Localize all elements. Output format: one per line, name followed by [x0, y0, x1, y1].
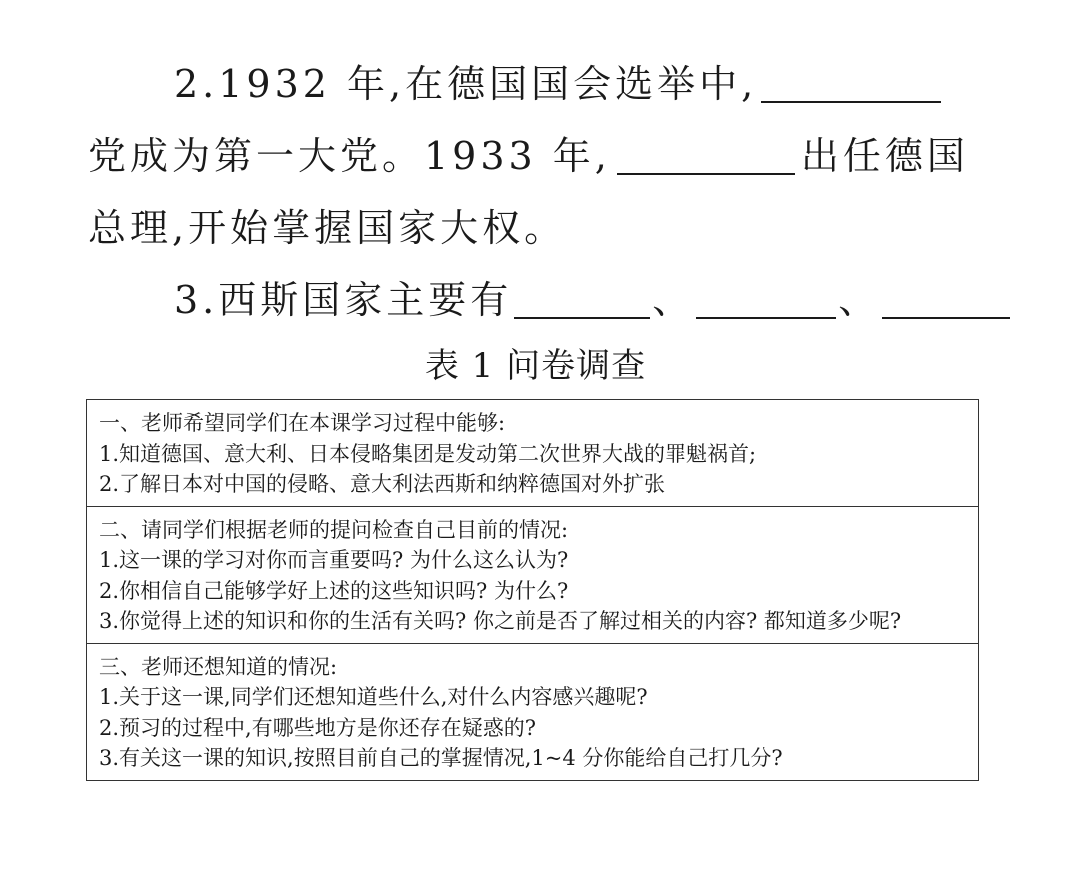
question-2-part-1: 2.1932 年,在德国国会选举中, [174, 62, 758, 106]
question-3-separator-1: 、 [652, 278, 695, 322]
section-3-item-1: 1.关于这一课,同学们还想知道些什么,对什么内容感兴趣呢? [99, 685, 648, 709]
section-3-item-3: 3.有关这一课的知识,按照目前自己的掌握情况,1~4 分你能给自己打几分? [99, 746, 783, 770]
table-caption: 表 1 问卷调查 [424, 346, 647, 386]
survey-section-3 [87, 644, 978, 780]
question-3 [88, 264, 983, 336]
section-2-item-1: 1.这一课的学习对你而言重要吗? 为什么这么认为? [99, 548, 569, 572]
question-2 [88, 48, 983, 264]
survey-section-1 [87, 400, 978, 507]
question-2-part-2: 党成为第一大党。1933 年, [88, 134, 611, 178]
question-3-separator-2: 、 [838, 278, 881, 322]
section-2-heading: 二、请同学们根据老师的提问检查自己目前的情况: [99, 517, 569, 542]
section-2-item-2: 2.你相信自己能够学好上述的这些知识吗? 为什么? [99, 578, 569, 603]
section-1-item-1: 1.知道德国、意大利、日本侵略集团是发动第二次世界大战的罪魁祸首; [99, 441, 757, 466]
answer-blank-fascist-1[interactable] [514, 287, 650, 319]
section-3-heading: 三、老师还想知道的情况: [99, 654, 338, 679]
answer-blank-fascist-2[interactable] [696, 287, 836, 319]
answer-blank-fascist-3[interactable] [882, 287, 1010, 319]
answer-blank-party[interactable] [761, 71, 941, 103]
survey-section-2 [87, 507, 978, 644]
section-3-item-2: 2.预习的过程中,有哪些地方是你还存在疑惑的? [99, 715, 536, 740]
section-2-item-3: 3.你觉得上述的知识和你的生活有关吗? 你之前是否了解过相关的内容? 都知道多少呢? [99, 609, 902, 633]
question-2-part-3: 出任德国总理,开始掌握国家大权。 [88, 134, 969, 250]
section-1-heading: 一、老师希望同学们在本课学习过程中能够: [99, 411, 506, 435]
answer-blank-chancellor[interactable] [617, 143, 795, 175]
survey-table [86, 399, 979, 781]
question-3-prefix: 3.西斯国家主要有 [174, 278, 513, 322]
section-1-item-2: 2.了解日本对中国的侵略、意大利法西斯和纳粹德国对外扩张 [99, 472, 666, 496]
